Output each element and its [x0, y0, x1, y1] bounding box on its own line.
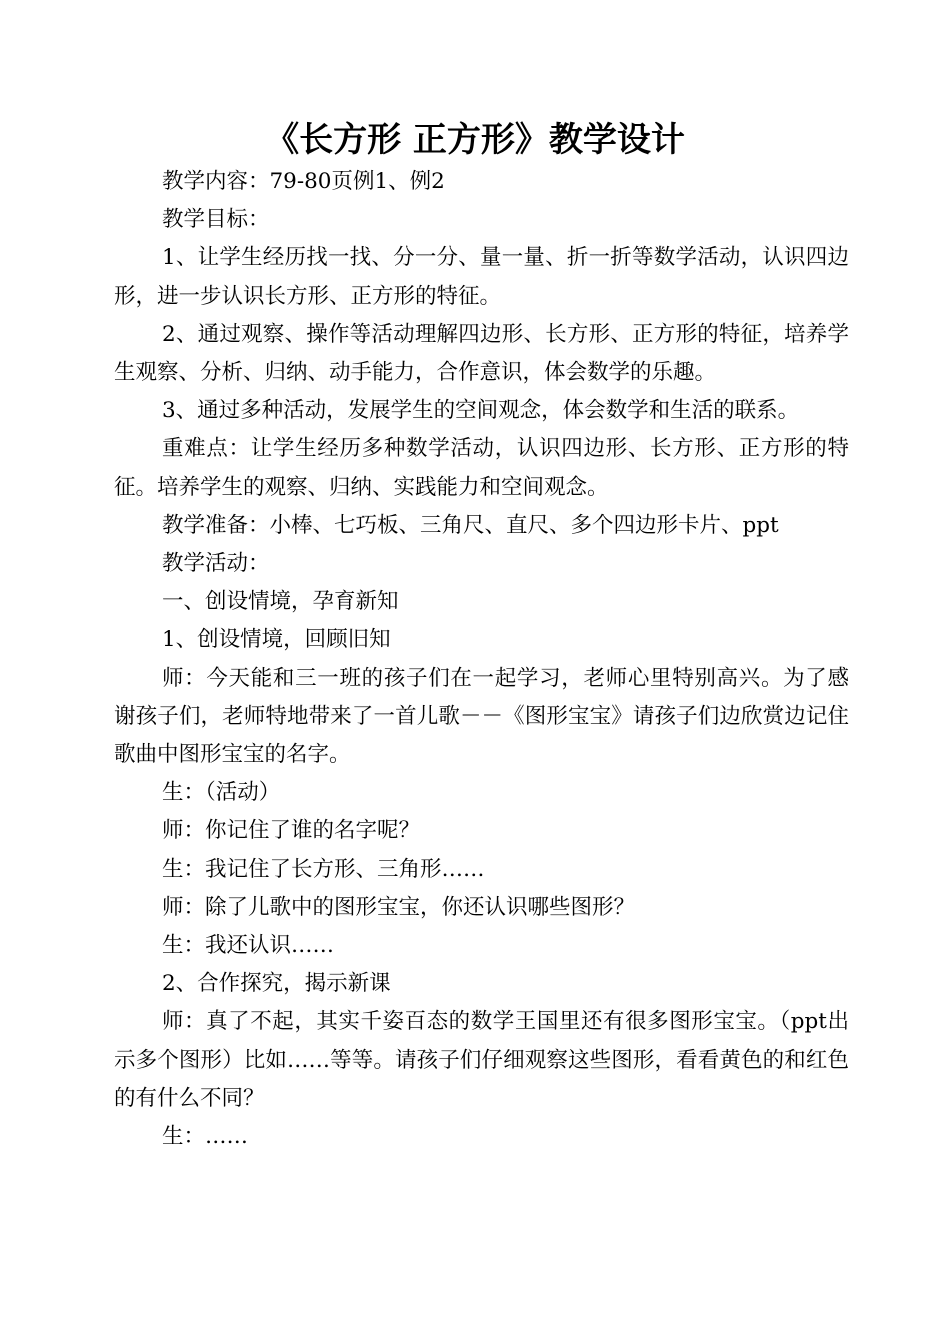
dialogue-line: 生：我还认识…… — [162, 933, 335, 959]
dialogue-line: 师：你记住了谁的名字呢？ — [162, 818, 421, 844]
dialogue-line: 师：真了不起，其实千姿百态的数学王国里还有很多图形宝宝。（ppt出示多个图形）比如……等等。请孩子们仔细观察这些图形，看看黄色的和红色的有什么不同？ — [114, 1009, 849, 1111]
goal-1-paragraph: 1、让学生经历找一找、分一分、量一量、折一折等数学活动，认识四边形，进一步认识长方形、正方形的特征。 — [114, 245, 849, 309]
document-title: 《长方形 正方形》教学设计 — [265, 120, 685, 160]
subsection-2-heading: 2、合作探究，揭示新课 — [162, 971, 391, 997]
dialogue-line: 生：（活动） — [162, 780, 281, 806]
goal-3-paragraph: 3、通过多种活动，发展学生的空间观念，体会数学和生活的联系。 — [162, 398, 800, 424]
preparation-paragraph: 教学准备：小棒、七巧板、三角尺、直尺、多个四边形卡片、ppt — [162, 512, 779, 538]
subsection-1-heading: 1、创设情境，回顾旧知 — [162, 627, 391, 653]
document-body — [114, 163, 849, 1156]
dialogue-line: 生：…… — [162, 1124, 249, 1150]
dialogue-line: 生：我记住了长方形、三角形…… — [162, 856, 485, 882]
activities-heading: 教学活动： — [162, 551, 270, 577]
section-1-heading: 一、创设情境，孕育新知 — [162, 589, 399, 615]
goal-2-paragraph: 2、通过观察、操作等活动理解四边形、长方形、正方形的特征，培养学生观察、分析、归纳、动手能力，合作意识，体会数学的乐趣。 — [114, 321, 849, 386]
teaching-goals-heading: 教学目标： — [162, 207, 270, 233]
key-points-paragraph: 重难点：让学生经历多种数学活动，认识四边形、长方形、正方形的特征。培养学生的观察、归纳、实践能力和空间观念。 — [114, 436, 849, 500]
teaching-content-line: 教学内容：79-80页例1、例2 — [162, 169, 445, 194]
dialogue-line: 师：今天能和三一班的孩子们在一起学习，老师心里特别高兴。为了感谢孩子们，老师特地带来了一首儿歌－－《图形宝宝》请孩子们边欣赏边记住歌曲中图形宝宝的名字。 — [114, 665, 849, 768]
dialogue-line: 师：除了儿歌中的图形宝宝，你还认识哪些图形？ — [162, 894, 636, 920]
